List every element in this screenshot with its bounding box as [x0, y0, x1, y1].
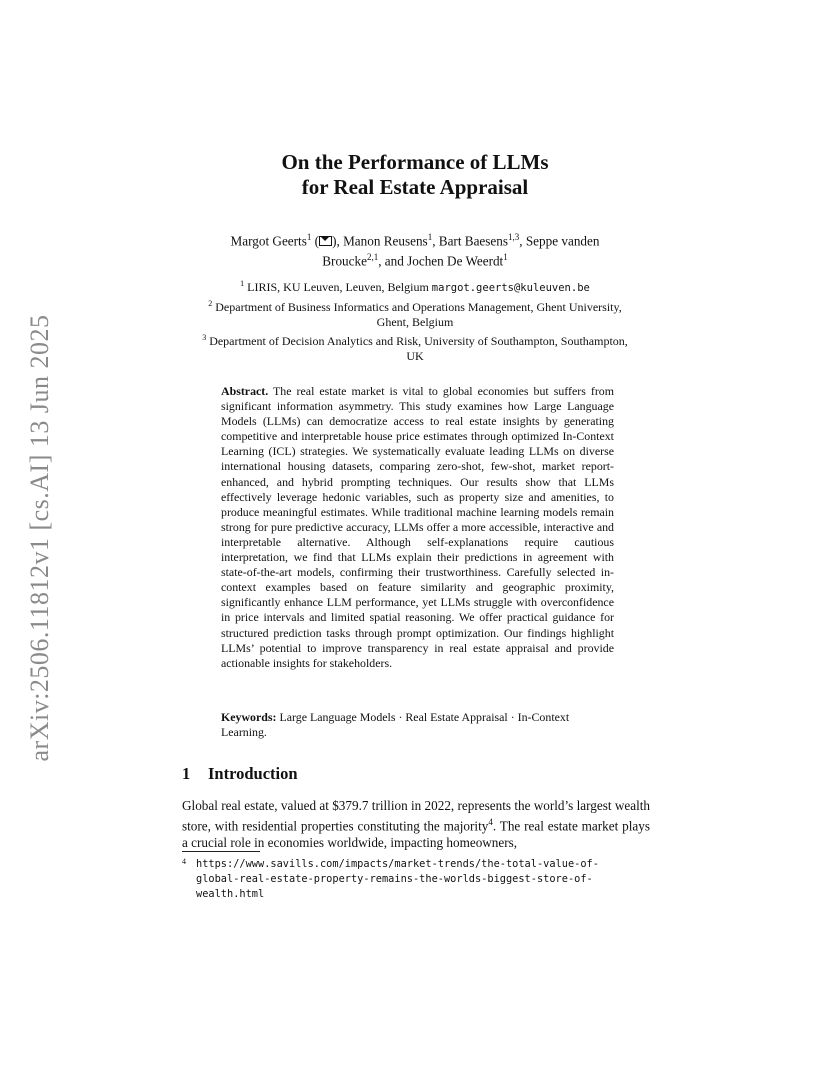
- affiliation-number: 3: [202, 333, 207, 342]
- envelope-icon[interactable]: [319, 236, 332, 246]
- author-affil-mark: 1: [503, 252, 508, 263]
- section-title: Introduction: [208, 764, 298, 783]
- footnote: [182, 857, 652, 902]
- affiliation-text: LIRIS, KU Leuven, Leuven, Belgium: [247, 280, 429, 294]
- author-email-link[interactable]: margot.geerts@kuleuven.be: [431, 282, 590, 294]
- arxiv-sidebar-stamp: [14, 305, 66, 770]
- author-name: Manon Reusens: [343, 233, 428, 249]
- author-name: Seppe vanden: [525, 233, 600, 249]
- author-name: Broucke: [322, 253, 367, 269]
- affiliation-list: [195, 276, 635, 364]
- footnote-url-line: https://www.savills.com/impacts/market-trends/the-total-value-of-: [196, 858, 599, 870]
- author-affil-mark: 1: [427, 232, 433, 242]
- affiliation-text: Department of Business Informatics and Operations Management, Ghent University, Ghent, Belgium: [215, 300, 622, 329]
- footnote-url-line: wealth.html: [196, 888, 265, 900]
- affiliation-2: [195, 296, 635, 330]
- section-heading: [182, 764, 298, 784]
- paper-title: [180, 150, 650, 200]
- author-name: Jochen De Weerdt: [407, 253, 504, 269]
- author-list: Margot Geerts$^1$ ( ), Manon Reusens$^1$, Bart Baesens$^{1,3}$, Seppe vanden Broucke$^{2,1}$, and Jochen De Weerdt$^1$: [230, 232, 600, 269]
- affiliation-number: 1: [240, 279, 245, 288]
- paragraph-text: . The real estate market plays a crucial role in economies worldwide, impacting homeowners,: [182, 818, 650, 851]
- intro-paragraph: [182, 797, 650, 851]
- title-line-1: On the Performance of LLMs: [281, 150, 549, 174]
- author-affil-mark: 1,3: [508, 232, 520, 242]
- abstract-text: The real estate market is vital to global economies but suffers from significant information asymmetry. This study examines how Large Language Models (LLMs) can democratize access to real estate insights by generating competitive and interpretable house price estimates through optimized In-Context Learning (ICL) strategies. We systematically evaluate leading LLMs on diverse international housing datasets, comparing zero-shot, few-shot, market report-enhanced, and hybrid prompting techniques. Our results show that LLMs effectively leverage hedonic variables, such as property size and amenities, to produce meaningful estimates. While traditional machine learning models remain strong for pure predictive accuracy, LLMs offer a more accessible, interactive and interpretable alternative. Although self-explanations require cautious interpretation, we find that LLMs explain their predictions in agreement with state-of-the-art models, confirming their trustworthiness. Carefully selected in-context examples based on feature similarity and geographic proximity, significantly enhance LLM performance, yet LLMs struggle with overconfidence in price intervals and limited spatial reasoning. We offer practical guidance for structured prediction tasks through prompt optimization. Our findings highlight LLMs’ potential to improve transparency in real estate appraisal and provide actionable insights for stakeholders.: [221, 384, 614, 670]
- keywords-text: Large Language Models · Real Estate Appraisal · In-Context Learning.: [221, 710, 570, 740]
- author-affil-mark: 1: [306, 232, 312, 242]
- author-name: Margot Geerts: [230, 233, 307, 249]
- paragraph-text: Global real estate, valued at $379.7 trillion in 2022, represents the world’s largest wealth store, with residential properties constituting the majority: [182, 798, 650, 834]
- footnote-mark: 4: [182, 857, 186, 866]
- keywords-label: Keywords:: [221, 710, 277, 724]
- section-number: 1: [182, 764, 191, 783]
- arxiv-identifier: arXiv:2506.11812v1 [cs.AI] 13 Jun 2025: [25, 314, 54, 761]
- author-name: Bart Baesens: [438, 233, 508, 249]
- affiliation-1: [195, 276, 635, 296]
- affiliation-text: Department of Decision Analytics and Risk, University of Southampton, Southampton, UK: [209, 334, 628, 363]
- affiliation-3: [195, 330, 635, 364]
- affiliation-number: 2: [208, 299, 213, 308]
- keywords: [221, 710, 614, 740]
- footnote-url-line: global-real-estate-property-remains-the-worlds-biggest-store-of-: [196, 873, 593, 885]
- footnote-reference[interactable]: 4: [488, 817, 493, 827]
- footnote-divider: [182, 851, 260, 852]
- footnote-url-link[interactable]: [182, 857, 652, 902]
- abstract-label: Abstract.: [221, 384, 269, 398]
- abstract: [221, 384, 614, 671]
- title-line-2: for Real Estate Appraisal: [301, 175, 529, 199]
- author-affil-mark: 2,1: [366, 252, 379, 263]
